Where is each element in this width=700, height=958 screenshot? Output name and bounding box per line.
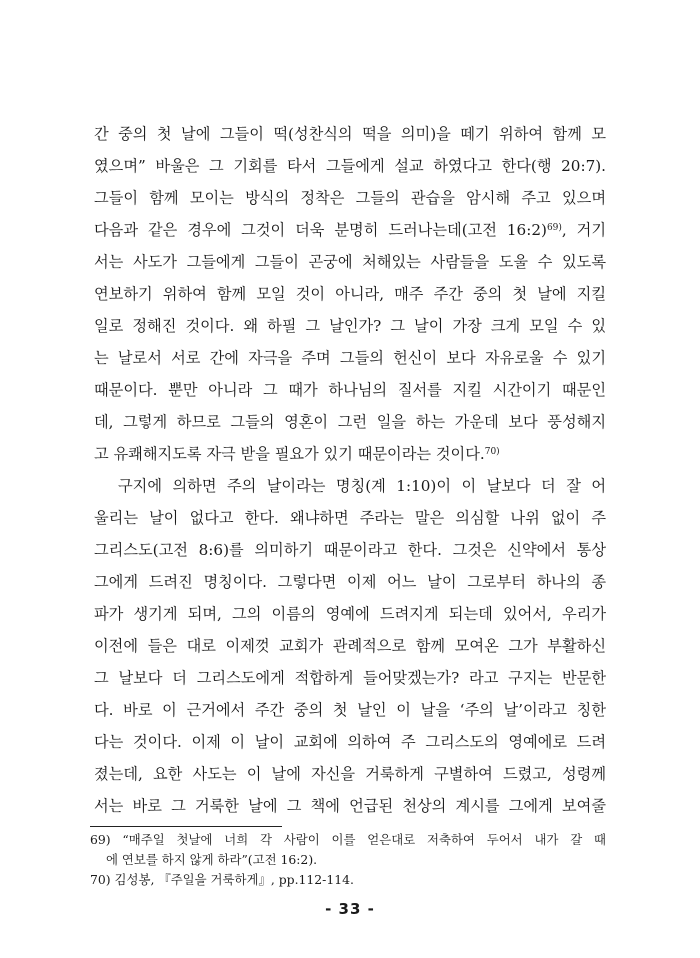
footnote-ref-69[interactable]: 69)	[546, 223, 562, 233]
body-line: 그 날보다 더 그리스도에게 적합하게 들어맞겠는가? 라고 구지는 반문한	[94, 669, 606, 687]
body-line: 서는 바로 그 거룩한 날에 그 책에 언급된 천상의 계시를 그에게 보여줄	[94, 797, 606, 815]
body-text: 다음과 같은 경우에 그것이 더욱 분명히 드러나는데(고전 16:2)	[94, 221, 547, 239]
body-line: 파가 생기게 되며, 그의 이름의 영예에 드려지게 되는데 있어서, 우리가	[94, 605, 606, 623]
body-line: 이전에 들은 대로 이제껏 교회가 관례적으로 함께 모여온 그가 부활하신	[94, 637, 606, 655]
body-text: 고 유쾌해지도록 자극 받을 필요가 있기 때문이라는 것이다.	[94, 445, 485, 463]
body-line: 일로 정해진 것이다. 왜 하필 그 날인가? 그 날이 가장 크게 모일 수 있	[94, 317, 606, 335]
body-line: 서는 사도가 그들에게 그들이 곤궁에 처해있는 사람들을 도울 수 있도록	[94, 253, 606, 271]
body-line: 졌는데, 요한 사도는 이 날에 자신을 거룩하게 구별하여 드렸고, 성령께	[94, 765, 606, 783]
body-line-indented: 구지에 의하면 주의 날이라는 명칭(계 1:10)이 이 날보다 더 잘 어	[118, 477, 606, 495]
footnote-69-continued: 에 연보를 하지 않게 하라”(고전 16:2).	[106, 852, 318, 867]
body-line: 간 중의 첫 날에 그들이 떡(성찬식의 떡을 의미)을 떼기 위하여 함께 모	[94, 125, 606, 143]
body-line: 다는 것이다. 이제 이 날이 교회에 의하여 주 그리스도의 영예에로 드려	[94, 733, 606, 751]
body-line: 때문이다. 뿐만 아니라 그 때가 하나님의 질서를 지킬 시간이기 때문인	[94, 381, 606, 399]
footnote-70: 70) 김성봉, 『주일을 거룩하게』, pp.112-114.	[90, 872, 354, 887]
body-line: 다. 바로 이 근거에서 주간 중의 첫 날인 이 날을 ‘주의 날’이라고 칭한	[94, 701, 606, 719]
footnote-separator	[90, 826, 282, 827]
page-number: - 33 -	[325, 900, 375, 918]
footnote-69: 69) “매주일 첫날에 너희 각 사람이 이를 얻은대로 저축하여 두어서 내가 갈 때	[90, 832, 606, 847]
body-line: 그들이 함께 모이는 방식의 정착은 그들의 관습을 암시해 주고 있으며	[94, 189, 606, 207]
body-line: 울리는 날이 없다고 한다. 왜냐하면 주라는 말은 의심할 나위 없이 주	[94, 509, 606, 527]
footnote-ref-70[interactable]: 70)	[484, 447, 500, 457]
body-line: 데, 그렇게 하므로 그들의 영혼이 그런 일을 하는 가운데 보다 풍성해지	[94, 413, 606, 431]
body-line	[94, 214, 606, 246]
body-line: 그리스도(고전 8:6)를 의미하기 때문이라고 한다. 그것은 신약에서 통상	[94, 541, 606, 559]
body-line: 였으며” 바울은 그 기회를 타서 그들에게 설교 하였다고 한다(행 20:7).	[94, 157, 606, 175]
body-text: , 거기	[561, 221, 606, 239]
body-line	[94, 438, 606, 470]
body-line: 는 날로서 서로 간에 자극을 주며 그들의 헌신이 보다 자유로울 수 있기	[94, 349, 606, 367]
body-line: 그에게 드려진 명칭이다. 그렇다면 이제 어느 날이 그로부터 하나의 종	[94, 573, 606, 591]
body-line: 연보하기 위하여 함께 모일 것이 아니라, 매주 주간 중의 첫 날에 지킬	[94, 285, 606, 303]
